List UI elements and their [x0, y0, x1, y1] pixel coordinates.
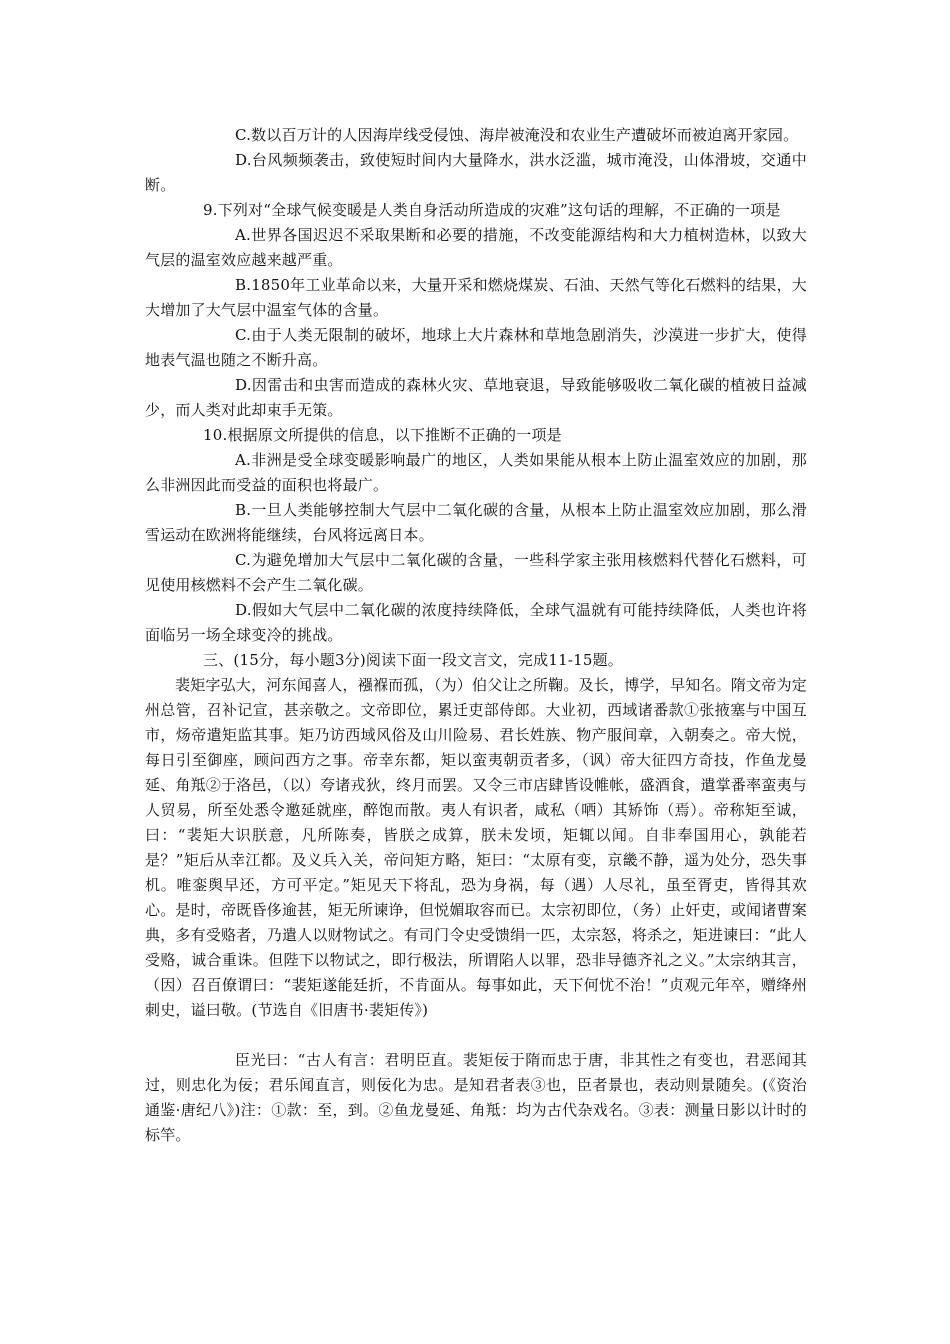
option-10b: B.一旦人类能够控制大气层中二氧化碳的含量，从根本上防止温室效应加剧，那么滑雪运动在欧洲将能继续，台风将远离日本。 — [145, 501, 807, 544]
commentary-and-notes: 臣光曰：“古人有言：君明臣直。裴矩佞于隋而忠于唐，非其性之有变也，君恶闻其过，则忠化为佞；君乐闻直言，则佞化为忠。是知君者表③也，臣者景也，表动则景随矣。(《资治通鉴·唐纪八》)注：①款：至，到。②鱼龙曼延、角羝：均为古代杂戏名。③表：测量日影以计时的标竿。 — [145, 1051, 807, 1144]
option-10d: D.假如大气层中二氧化碳的浓度持续降低，全球气温就有可能持续降低，人类也许将面临另一场全球变冷的挑战。 — [145, 601, 807, 644]
document-page — [145, 123, 807, 1148]
option-9b: B.1850年工业革命以来，大量开采和燃烧煤炭、石油、天然气等化石燃料的结果，大大增加了大气层中温室气体的含量。 — [145, 276, 807, 319]
classical-passage: 裴矩字弘大，河东闻喜人，襁褓而孤，（为）伯父让之所鞠。及长，博学，早知名。隋文帝为定州总管，召补记宣，甚亲敬之。文帝即位，累迁吏部侍郎。大业初，西域诸番款①张掖塞与中国互市，炀帝遣矩监其事。矩乃访西域风俗及山川险易、君长姓族、物产服间章，入朝奏之。帝大悦，每日引至御座，顾问西方之事。帝幸东都，矩以蛮夷朝贡者多，（讽）帝大征四方奇技，作鱼龙曼延、角羝②于洛邑，（以）夸诸戎狄，终月而罢。又令三市店肆皆设帷帐，盛酒食，遣掌番率蛮夷与人贸易，所至处悉令邀延就座，醉饱而散。夷人有识者，咸私（哂）其矫饰（焉）。帝称矩至诚，曰：“裴矩大识朕意，凡所陈奏，皆朕之成算，朕未发顷，矩辄以闻。自非奉国用心，孰能若是？”矩后从幸江都。及义兵入关，帝问矩方略，矩曰：“太原有变，京畿不静，遥为处分，恐失事机。唯銮舆早还，方可平定。”矩见天下将乱，恐为身祸，每（遇）人尽礼，虽至胥吏，皆得其欢心。是时，帝既昏侈逾甚，矩无所谏诤，但悦媚取容而已。太宗初即位，（务）止奸吏，或闻诸曹案典，多有受赂者，乃遣人以财物试之。有司门令史受馈绢一匹，太宗怒，将杀之，矩进谏曰：“此人受赂，诚合重诛。但陛下以物试之，即行极法，所谓陷人以罪，恐非导德齐礼之义。”太宗纳其言，（因）召百僚谓曰：“裴矩遂能廷折，不肯面从。每事如此，天下何忧不治！”贞观元年卒，赠绛州刺史，谥曰敬。(节选自《旧唐书·裴矩传》) — [145, 676, 807, 1019]
question-10: 10.根据原文所提供的信息，以下推断不正确的一项是 — [203, 426, 562, 444]
option-9d: D.因雷击和虫害而造成的森林火灾、草地衰退，导致能够吸收二氧化碳的植被日益减少，而人类对此却束手无策。 — [145, 376, 807, 419]
paragraph-gap — [145, 1023, 807, 1048]
option-9c: C.由于人类无限制的破坏，地球上大片森林和草地急剧消失，沙漠进一步扩大，使得地表气温也随之不断升高。 — [145, 326, 807, 369]
section-3-heading: 三、(15分，每小题3分)阅读下面一段文言文，完成11-15题。 — [203, 651, 623, 669]
option-9a: A.世界各国迟迟不采取果断和必要的措施，不改变能源结构和大力植树造林，以致大气层的温室效应越来越严重。 — [145, 226, 807, 269]
option-10a: A.非洲是受全球变暖影响最广的地区，人类如果能从根本上防止温室效应的加剧，那么非洲因此而受益的面积也将最广。 — [145, 451, 807, 494]
option-8d: D.台风频频袭击，致使短时间内大量降水，洪水泛滥，城市淹没，山体滑坡，交通中断。 — [145, 151, 807, 194]
option-8c: C.数以百万计的人因海岸线受侵蚀、海岸被淹没和农业生产遭破坏而被迫离开家园。 — [235, 126, 799, 144]
option-10c: C.为避免增加大气层中二氧化碳的含量，一些科学家主张用核燃料代替化石燃料，可见使用核燃料不会产生二氧化碳。 — [145, 551, 807, 594]
question-9: 9.下列对“全球气候变暖是人类自身活动所造成的灾难”这句话的理解，不正确的一项是 — [203, 201, 781, 219]
